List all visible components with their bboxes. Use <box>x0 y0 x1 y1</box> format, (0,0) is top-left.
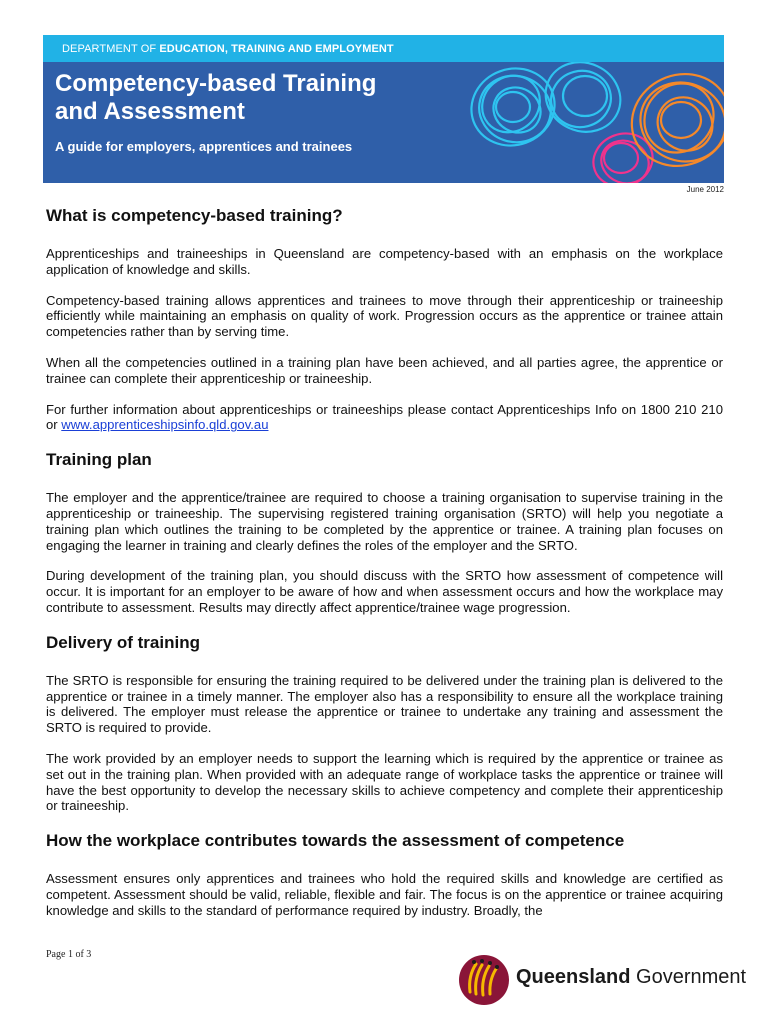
apprenticeships-info-link[interactable]: www.apprenticeshipsinfo.qld.gov.au <box>61 417 269 433</box>
decorative-swirls-graphic <box>453 62 724 183</box>
publication-date: June 2012 <box>686 185 724 194</box>
paragraph: When all the competencies outlined in a training plan have been achieved, and all parties agree, the apprentice or trainee can complete their apprenticeship or traineeship. <box>46 354 723 386</box>
queensland-government-wordmark: Queensland Government <box>516 966 747 988</box>
section-heading-delivery-of-training: Delivery of training <box>46 632 200 652</box>
title-banner <box>43 62 724 183</box>
section-heading-training-plan: Training plan <box>46 450 152 470</box>
section-heading-workplace-assessment: How the workplace contributes towards the assessment of competence <box>46 831 625 851</box>
section-heading-competency-based-training: What is competency-based training? <box>46 206 343 225</box>
paragraph: During development of the training plan, you should discuss with the SRTO how assessment of competence will occur. It is important for an employer to be aware of how and when assessment occurs and how the workplace may contribute to assessment. Results may directly affect apprentice/trainee wage progression. <box>46 568 723 615</box>
paragraph: Assessment ensures only apprentices and trainees who hold the required skills and knowledge are certified as competent. Assessment should be valid, reliable, flexible and fair. The focus is on the apprentice or trainee acquiring knowledge and skills to the standard of performance required by industry. Broadly, the <box>46 871 723 918</box>
paragraph: Competency-based training allows apprentices and trainees to move through their apprenticeship or traineeship efficiently while maintaining an emphasis on quality of work. Progression occurs as the apprentice or trainee attain competencies rather than by serving time. <box>46 292 723 340</box>
document-subtitle: A guide for employers, apprentices and trainees <box>55 139 353 154</box>
page-number: Page 1 of 3 <box>46 949 92 960</box>
paragraph: The work provided by an employer needs to support the learning which is required by the apprentice or trainee as set out in the training plan. When provided with an adequate range of workplace tasks the apprentice or trainee will have the best opportunity to develop the necessary skills to achieve competency and complete their apprenticeship or traineeship. <box>46 750 723 814</box>
paragraph: The employer and the apprentice/trainee are required to choose a training organisation to supervise training in the apprenticeship or traineeship. The supervising registered training organisation (SRTO) will help you negotiate a training plan which outlines the training to be completed by the apprentice or trainee. A training plan focuses on engaging the learner in training and clearly defines the roles of the employer and the SRTO. <box>46 490 723 553</box>
paragraph: Apprenticeships and traineeships in Queensland are competency-based with an emphasis on the workplace application of knowledge and skills. <box>46 246 723 277</box>
contact-paragraph: For further information about apprenticeships or traineeships please contact Apprenticeships Info on 1800 210 210 or www.apprenticeshipsinfo.qld.gov.au <box>46 401 723 433</box>
paragraph: The SRTO is responsible for ensuring the training required to be delivered under the training plan is delivered to the apprentice or trainee in a timely manner. The employer also has a responsibility to ensure all the workplace training is delivered. The employer must release the apprentice or trainee to undertake any training and assessment the SRTO is required to provide. <box>46 672 723 736</box>
document-body <box>46 206 723 934</box>
document-title: Competency-based Training and Assessment <box>55 70 377 125</box>
department-name: DEPARTMENT OF EDUCATION, TRAINING AND EMPLOYMENT <box>62 43 394 55</box>
